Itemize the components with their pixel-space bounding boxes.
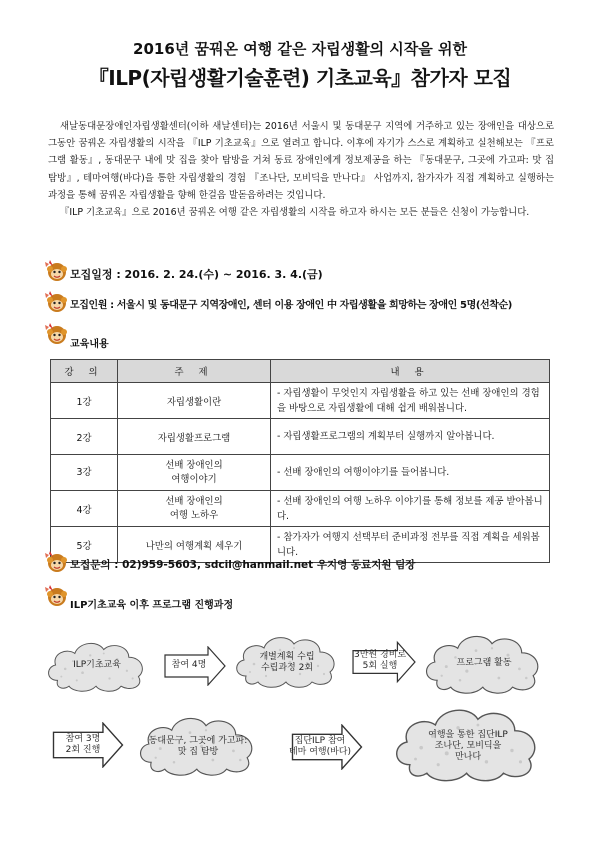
content-cell: - 자립생활이 무엇인지 자립생활을 하고 있는 선배 장애인의 경험을 바탕으로 자립생활에 대해 쉽게 배워봅니다. bbox=[271, 383, 550, 419]
mascot-icon bbox=[44, 583, 70, 609]
page-title: 『ILP(자립생활기술훈련) 기초교육』참가자 모집 bbox=[88, 66, 512, 90]
process-title: ILP기초교육 이후 프로그램 진행과정 bbox=[70, 600, 234, 611]
intro-paragraph-2: 『ILP 기초교육』으로 2016년 꿈꿔온 여행 같은 자립생활의 시작을 하고자 하시는 모든 분들은 신청이 가능합니다. bbox=[60, 207, 530, 219]
lecture-cell: 1강 bbox=[51, 383, 118, 419]
lecture-cell: 3강 bbox=[51, 455, 118, 491]
header-topic: 주 제 bbox=[118, 360, 271, 383]
intro-paragraph-1: 새날동대문장애인자립생활센터(이하 새날센터)는 2016년 서울시 및 동대문구 지역에 거주하고 있는 장애인을 대상으로 그동안 꿈꿔온 자립생활의 시작을 『ILP 기초교육』으로 열려고 합니다. 이후에 자기가 스스로 계획하고 실천해보는 『프로그램 활동』, 동대문구 내에 맛 집을 찾아 탐방을 거쳐 동료 장애인에게 정보제공을 하는 『동대문구, 그곳에 가고파: 맛 집 탐방』, 테마여행(바다)을 통한 자립생활의 경험 『조나단, 모비딕을 만나다』 사업까지, 참가자가 직접 계획하고 실행하는 과정을 통해 꿈꿔온 자립생활을 향해 한걸음 발돋음하려는 것입니다. bbox=[48, 121, 554, 201]
table-row bbox=[51, 383, 550, 419]
flow-step-ilp: ILP기초교육 bbox=[73, 660, 121, 670]
content-cell: - 선배 장애인의 여행이야기를 들어봅니다. bbox=[271, 455, 550, 491]
table-row bbox=[51, 455, 550, 491]
flow-arrow-text: 참여 4명 bbox=[171, 660, 207, 670]
education-table bbox=[50, 359, 550, 563]
flow-arrow-text: 집단ILP 참여 테마 여행(바다) bbox=[288, 736, 352, 757]
lecture-cell: 4강 bbox=[51, 491, 118, 527]
topic-cell: 자립생활프로그램 bbox=[118, 419, 271, 455]
mascot-icon bbox=[44, 258, 70, 284]
content-title: 교육내용 bbox=[70, 339, 109, 350]
flow-step-theme-trip: 여행을 통한 집단ILP 조나단, 모비딕을 만나다 bbox=[428, 730, 508, 762]
mascot-icon bbox=[44, 549, 70, 575]
participants-text: 모집인원 : 서울시 및 동대문구 지역장애인, 센터 이용 장애인 中 자립생활을 희망하는 장애인 5명(선착순) bbox=[70, 300, 512, 311]
content-cell: - 참가자가 여행지 선택부터 준비과정 전부를 직접 계획을 세워봅니다. bbox=[271, 527, 550, 563]
lecture-cell: 2강 bbox=[51, 419, 118, 455]
mascot-icon bbox=[44, 321, 70, 347]
page-subtitle: 2016년 꿈꿔온 여행 같은 자립생활의 시작을 위한 bbox=[133, 40, 467, 58]
topic-cell: 나만의 여행계획 세우기 bbox=[118, 527, 271, 563]
table-row bbox=[51, 419, 550, 455]
table-header-row bbox=[51, 360, 550, 383]
topic-cell: 자립생활이란 bbox=[118, 383, 271, 419]
table-row bbox=[51, 491, 550, 527]
flow-step-plan: 개별계획 수립 수립과정 2회 bbox=[259, 652, 315, 673]
mascot-icon bbox=[44, 289, 70, 315]
flow-step-program: 프로그램 활동 bbox=[456, 658, 512, 668]
header-lecture: 강 의 bbox=[51, 360, 118, 383]
content-cell: - 자립생활프로그램의 계획부터 실행까지 알아봅니다. bbox=[271, 419, 550, 455]
flow-arrow-text: 3만원 경비로 5회 실행 bbox=[353, 650, 407, 671]
inquiry-text: 모집문의 : 02)959-5603, sdcil@hanmail.net 우지영 동료지원 팀장 bbox=[70, 559, 416, 571]
content-cell: - 선배 장애인의 여행 노하우 이야기를 통해 정보를 제공 받아봅니다. bbox=[271, 491, 550, 527]
flow-step-food-tour: 동대문구, 그곳에 가고파: 맛 집 탐방 bbox=[148, 736, 248, 757]
intro-text bbox=[48, 118, 554, 221]
topic-cell: 선배 장애인의 여행 노하우 bbox=[118, 491, 271, 527]
lecture-cell: 5강 bbox=[51, 527, 118, 563]
schedule-text: 모집일정 : 2016. 2. 24.(수) ~ 2016. 3. 4.(금) bbox=[70, 268, 323, 281]
flow-arrow-text: 참여 3명 2회 진행 bbox=[65, 734, 101, 755]
topic-cell: 선배 장애인의 여행이야기 bbox=[118, 455, 271, 491]
header-content: 내 용 bbox=[271, 360, 550, 383]
